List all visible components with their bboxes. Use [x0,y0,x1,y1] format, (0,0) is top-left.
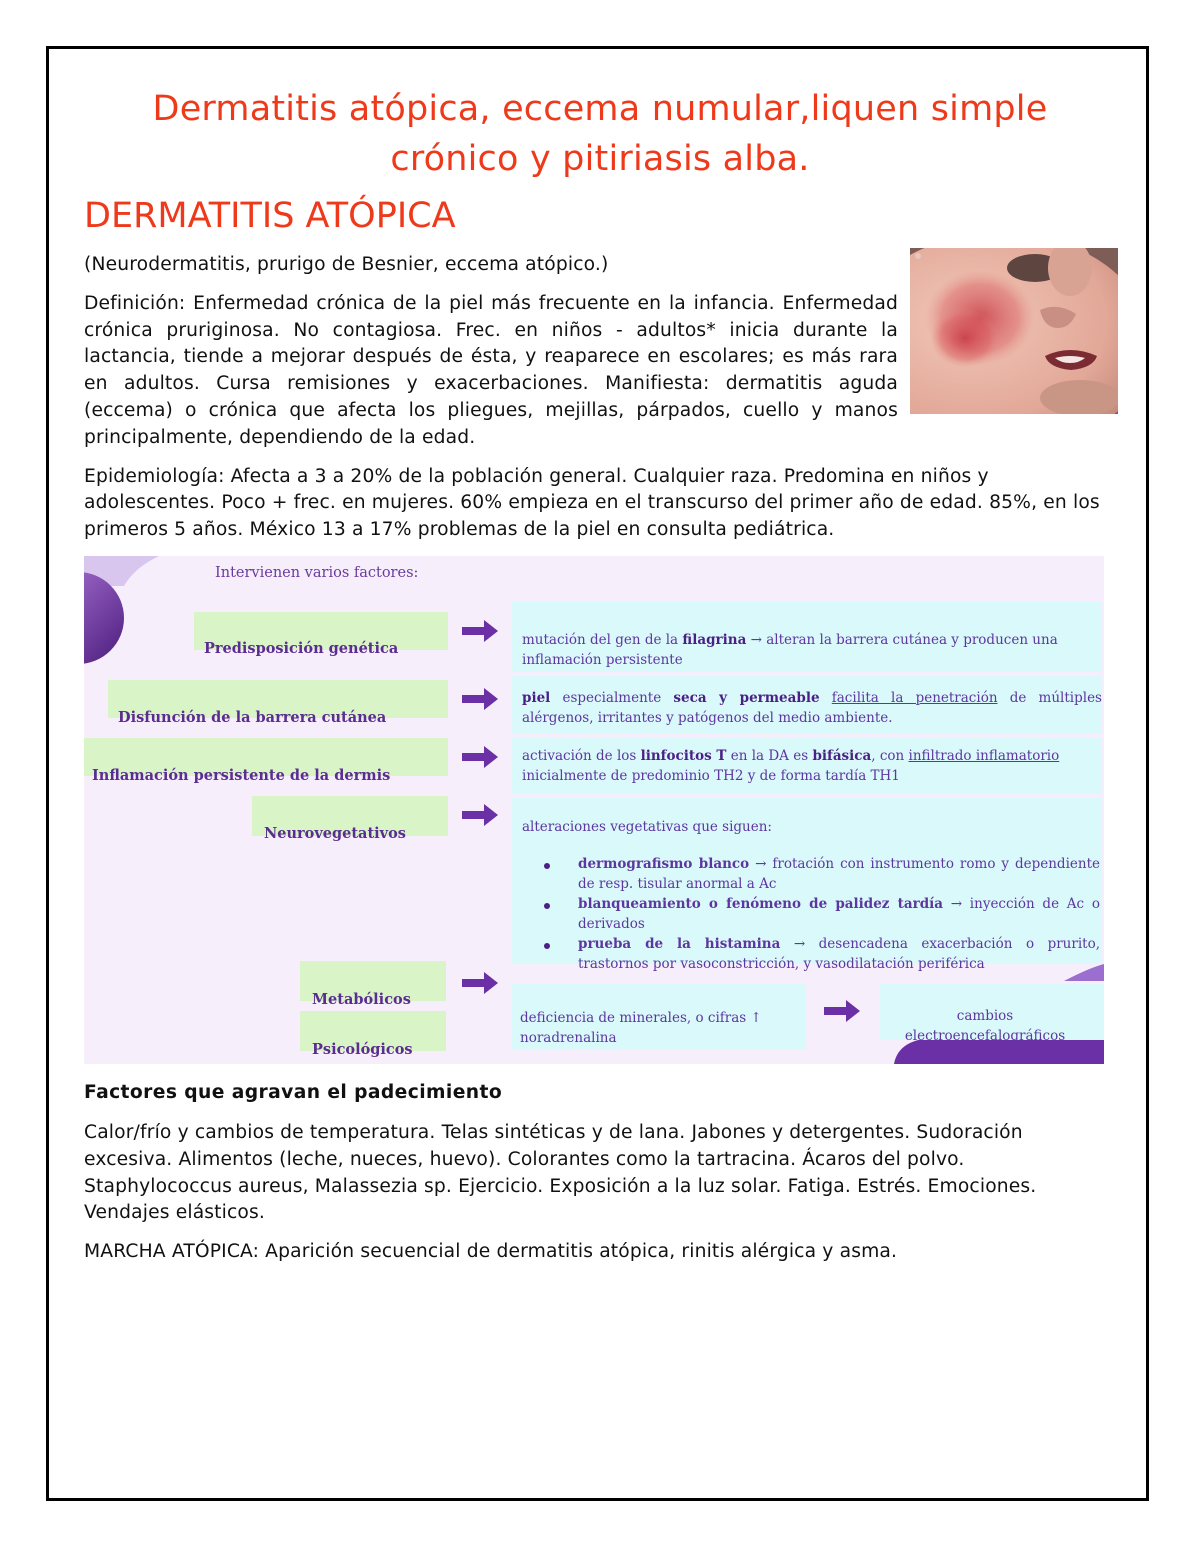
child-cheek-eczema-photo [910,248,1118,414]
eeg-description: cambios electroencefalográficos [904,1007,1066,1044]
definition-paragraph: Definición: Enfermedad crónica de la piel más frecuente en la infancia. Enfermedad crónica pruriginosa. No contagiosa. Frec. en niños - adultos* inicia durante la lactancia, tiende a mejorar después de ésta, y reaparece en escolares; es más rara en adultos. Cursa remisiones y exacerbaciones. Manifiesta: dermatitis aguda (eccema) o crónica que afecta los pliegues, mejillas, párpados, cuello y manos principalmente, dependiendo de la edad. [84,292,898,448]
factor-barrier: Disfunción de la barrera cutánea [118,708,387,726]
bullet-icon [544,863,550,869]
factor-metabolic: Metabólicos [312,990,411,1008]
section-title: DERMATITIS ATÓPICA [84,196,456,236]
arrow-right-icon [462,746,498,768]
arrow-right-icon [824,1000,860,1022]
infographic-header: Intervienen varios factores: [215,564,419,581]
neuro-intro: alteraciones vegetativas que siguen: [522,818,772,835]
arrow-right-icon [462,688,498,710]
epidemiology-paragraph: Epidemiología: Afecta a 3 a 20% de la población general. Cualquier raza. Predomina en niños y adolescentes. Poco + frec. en mujeres. 60% empieza en el transcurso del primer año de edad. 85%, en los primeros 5 años. México 13 a 17% problemas de la piel en consulta pediátrica. [84,465,1100,541]
alias-text: (Neurodermatitis, prurigo de Besnier, eccema atópico.) [84,254,609,275]
genetic-description: mutación del gen de la filagrina → alteran la barrera cutánea y producen una inflamación persistente [522,631,1058,668]
factors-infographic [84,556,1104,1064]
factor-psych: Psicológicos [312,1040,413,1058]
inflammation-description: activación de los linfocitos T en la DA es bifásica, con infiltrado inflamatorio inicialmente de predominio TH2 y de forma tardía TH1 [522,747,1060,784]
document-body [84,84,1116,1266]
bullet-icon [544,943,550,949]
bullet-icon [544,903,550,909]
barrier-description: piel especialmente seca y permeable facilita la penetración de múltiples alérgenos, irritantes y patógenos del medio ambiente. [522,689,1102,726]
document-title: Dermatitis atópica, eccema numular,liquen simple crónico y pitiriasis alba. [152,89,1048,179]
factor-neuro: Neurovegetativos [264,824,406,842]
arrow-right-icon [462,804,498,826]
factor-inflammation: Inflamación persistente de la dermis [92,766,391,784]
neuro-item-1: dermografismo blanco → frotación con instrumento romo y dependiente de resp. tisular anormal a Ac [578,855,1100,892]
aggravating-paragraph: Calor/frío y cambios de temperatura. Telas sintéticas y de lana. Jabones y detergentes. Sudoración excesiva. Alimentos (leche, nueces, huevo). Colorantes como la tartracina. Ácaros del polvo. Staphylococcus aureus, Malassezia sp. Ejercicio. Exposición a la luz solar. Fatiga. Estrés. Emociones. Vendajes elásticos. [84,1121,1037,1224]
atopic-march-paragraph: MARCHA ATÓPICA: Aparición secuencial de dermatitis atópica, rinitis alérgica y asma. [84,1241,898,1263]
arrow-right-icon [462,620,498,642]
aggravating-heading: Factores que agravan el padecimiento [84,1081,503,1103]
neuro-item-3: prueba de la histamina → desencadena exacerbación o prurito, trastornos por vasoconstricción, y vasodilatación periférica [578,935,1100,972]
neuro-item-2: blanqueamiento o fenómeno de palidez tardía → inyección de Ac o derivados [578,895,1100,932]
arrow-right-icon [462,972,498,994]
photo-image [910,248,1118,414]
factor-genetic: Predisposición genética [204,639,399,657]
metabolic-description: deficiencia de minerales, o cifras ↑ noradrenalina [520,1009,762,1046]
